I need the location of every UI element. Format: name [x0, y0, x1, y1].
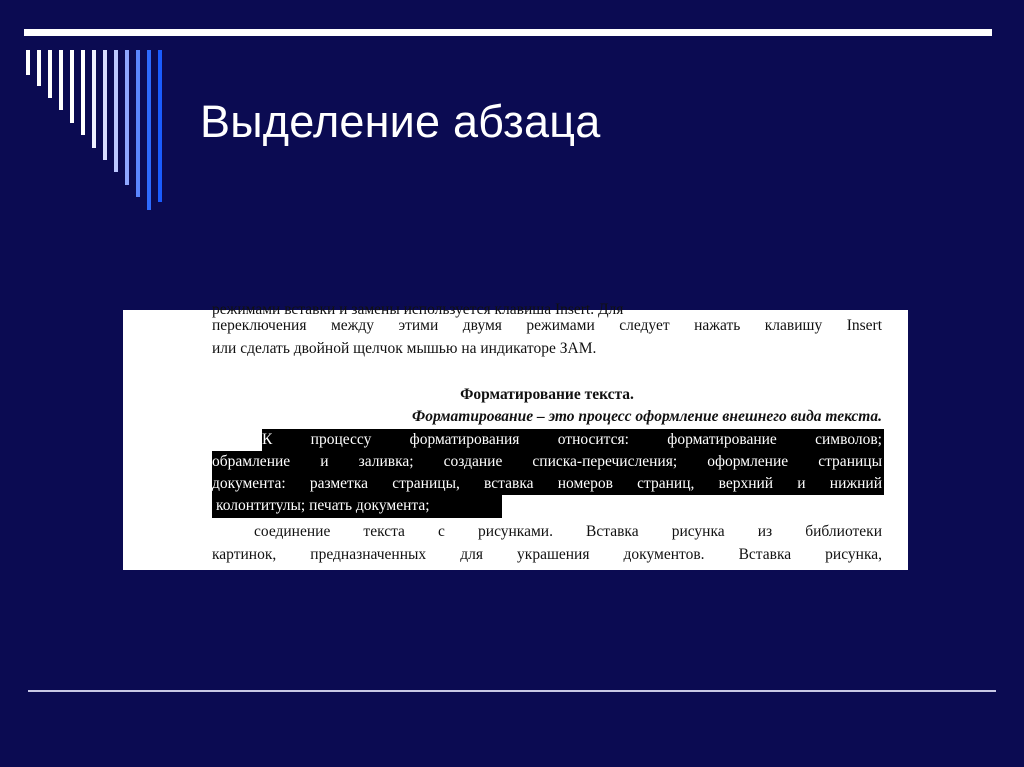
selected-line-1: К процессу форматирования относится: форматирование символов;	[262, 431, 882, 448]
text-line-after-1: соединение текста с рисунками. Вставка рисунка из библиотеки	[254, 523, 882, 540]
selected-line-3: документа: разметка страницы, вставка номеров страниц, верхний и нижний	[212, 475, 882, 492]
document-screenshot	[123, 301, 908, 570]
bottom-rule	[28, 690, 996, 692]
slide-title: Выделение абзаца	[200, 96, 601, 147]
decorative-stripes	[0, 0, 180, 210]
indent-gap	[212, 429, 262, 451]
text-line-1: переключения между этими двумя режимами следует нажать клавишу Insert	[212, 317, 882, 334]
text-line-after-2: картинок, предназначенных для украшения документов. Вставка рисунка,	[212, 546, 882, 563]
selected-line-2: обрамление и заливка; создание списка-перечисления; оформление страницы	[212, 453, 882, 470]
section-heading: Форматирование текста.	[460, 386, 634, 403]
selected-line-4: колонтитулы; печать документа;	[216, 497, 430, 514]
cutoff-text-line: режимами вставки и замены используется клавиша Insert. Для	[212, 301, 624, 318]
definition-line: Форматирование – это процесс оформление внешнего вида текста.	[412, 408, 882, 425]
text-line-2: или сделать двойной щелчок мышью на индикаторе ЗАМ.	[212, 340, 597, 357]
